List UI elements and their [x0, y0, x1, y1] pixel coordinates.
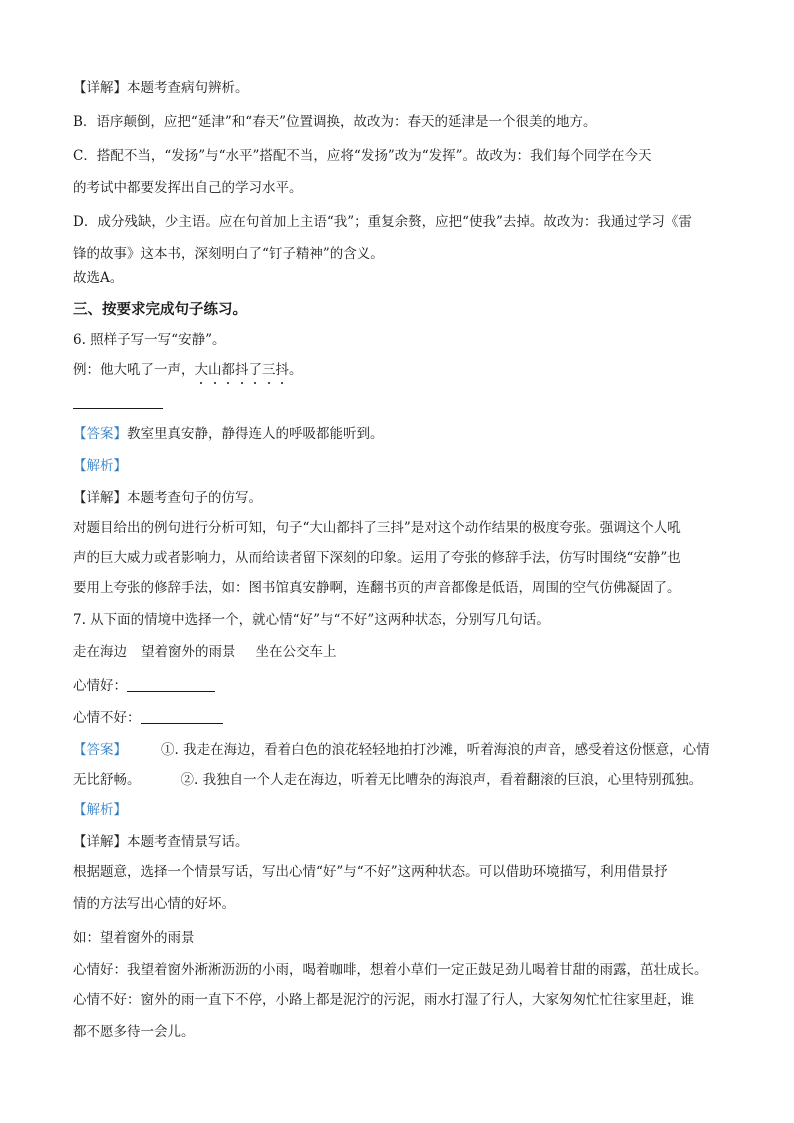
q7-answer-1: ①. 我走在海边，看着白色的浪花轻轻地拍打沙滩，听着海浪的声音，感受着这份惬意，心情 [161, 742, 710, 758]
q7-detail-line [73, 832, 734, 852]
q7-para-line5: 心情不好：窗外的雨一直下不停，小路上都是泥泞的污泥，雨水打湿了行人，大家匆匆忙忙往家里赶，谁 [73, 992, 694, 1008]
q5-option-d-line1: D．成分残缺，少主语。应在句首加上主语“我”；重复余赘，应把“使我”去掉。故改为：我通过学习《雷 [73, 214, 692, 230]
q7-answer-line1 [73, 740, 734, 760]
q7-answer-2: ②. 我独自一个人走在海边，听着无比嘈杂的海浪声，看着翻滚的巨浪，心里特别孤独。 [180, 772, 703, 788]
q7-answer-1-end: 无比舒畅。 [73, 772, 141, 788]
emphasis-char: 三 [262, 362, 276, 378]
q7-bad-line [73, 708, 734, 728]
q5-option-b: B．语序颠倒，应把“延津”和“春天”位置调换，故改为：春天的延津是一个很美的地方。 [73, 114, 597, 130]
q7-good-line [73, 676, 734, 696]
q5-detail-line [73, 78, 734, 98]
emphasis-char: 抖 [275, 362, 289, 378]
q7-option-3: 坐在公交车上 [255, 644, 337, 660]
q7-options [73, 642, 734, 662]
detail-tag: 【详解】 [73, 490, 127, 506]
q6-para-line2: 声的巨大威力或者影响力，从而给读者留下深刻的印象。运用了夸张的修辞手法，仿写时围绕“安静”也 [73, 550, 681, 566]
q7-good-label: 心情好： [73, 678, 127, 694]
detail-tag: 【详解】 [73, 80, 127, 96]
answer-tag: 【答案】 [73, 742, 127, 758]
q7-bad-label: 心情不好： [73, 710, 141, 726]
q7-good-blank [127, 677, 215, 692]
q6-para-line1: 对题目给出的例句进行分析可知，句子“大山都抖了三抖”是对这个动作结果的极度夸张。强调这个人吼 [73, 520, 681, 536]
q6-para-line3: 要用上夸张的修辞手法，如：图书馆真安静啊，连翻书页的声音都像是低语，周围的空气仿佛凝固了。 [73, 580, 681, 596]
q6-example-prefix: 例：他大吼了一声， [73, 362, 195, 378]
q7-para-line6: 都不愿多待一会儿。 [73, 1024, 195, 1040]
emphasis-char: 了 [248, 362, 262, 378]
q6-stem: 6. 照样子写一写“安静”。 [73, 332, 226, 348]
q6-answer [73, 424, 734, 444]
answer-tag: 【答案】 [73, 426, 127, 442]
q7-para-line3: 如：望着窗外的雨景 [73, 930, 195, 946]
emphasis-char: 抖 [235, 362, 249, 378]
q6-analysis-tag: 【解析】 [73, 458, 127, 474]
detail-tag: 【详解】 [73, 834, 127, 850]
q7-option-1: 走在海边 [73, 644, 127, 660]
q6-example [73, 360, 734, 380]
q7-para-line1: 根据题意，选择一个情景写话，写出心情“好”与“不好”这两种状态。可以借助环境描写，利用借景抒 [73, 864, 668, 880]
q7-detail-text: 本题考查情景写话。 [127, 834, 249, 850]
section-heading: 三、按要求完成句子练习。 [73, 301, 247, 318]
q7-bad-blank [141, 709, 223, 724]
q5-choice: 故选A。 [73, 270, 124, 286]
q6-example-suffix: 。 [289, 362, 303, 378]
q6-answer-blank [73, 408, 163, 409]
q6-detail-text: 本题考查句子的仿写。 [127, 490, 262, 506]
emphasis-char: 大 [194, 362, 208, 378]
q7-analysis-tag: 【解析】 [73, 802, 127, 818]
q5-option-c-line2: 的考试中都要发挥出自己的学习水平。 [73, 180, 303, 196]
q5-detail-text: 本题考查病句辨析。 [127, 80, 249, 96]
q6-example-emphasis [195, 362, 290, 378]
q5-option-d-line2: 锋的故事》这本书，深刻明白了“钉子精神”的含义。 [73, 246, 384, 262]
q5-option-c-line1: C．搭配不当，“发扬”与“水平”搭配不当，应将“发扬”改为“发挥”。故改为：我们每个同学在今天 [73, 148, 652, 164]
q7-answer-line2 [73, 770, 734, 790]
q7-stem: 7. 从下面的情境中选择一个，就心情“好”与“不好”这两种状态，分别写几句话。 [73, 612, 550, 628]
q7-para-line4: 心情好：我望着窗外淅淅沥沥的小雨，喝着咖啡，想着小草们一定正鼓足劲儿喝着甘甜的雨露，茁壮成长。 [73, 962, 708, 978]
q7-para-line2: 情的方法写出心情的好坏。 [73, 896, 235, 912]
emphasis-char: 都 [221, 362, 235, 378]
q6-answer-text: 教室里真安静，静得连人的呼吸都能听到。 [127, 426, 384, 442]
q7-option-2: 望着窗外的雨景 [141, 644, 236, 660]
emphasis-char: 山 [208, 362, 222, 378]
q6-detail-line [73, 488, 734, 508]
